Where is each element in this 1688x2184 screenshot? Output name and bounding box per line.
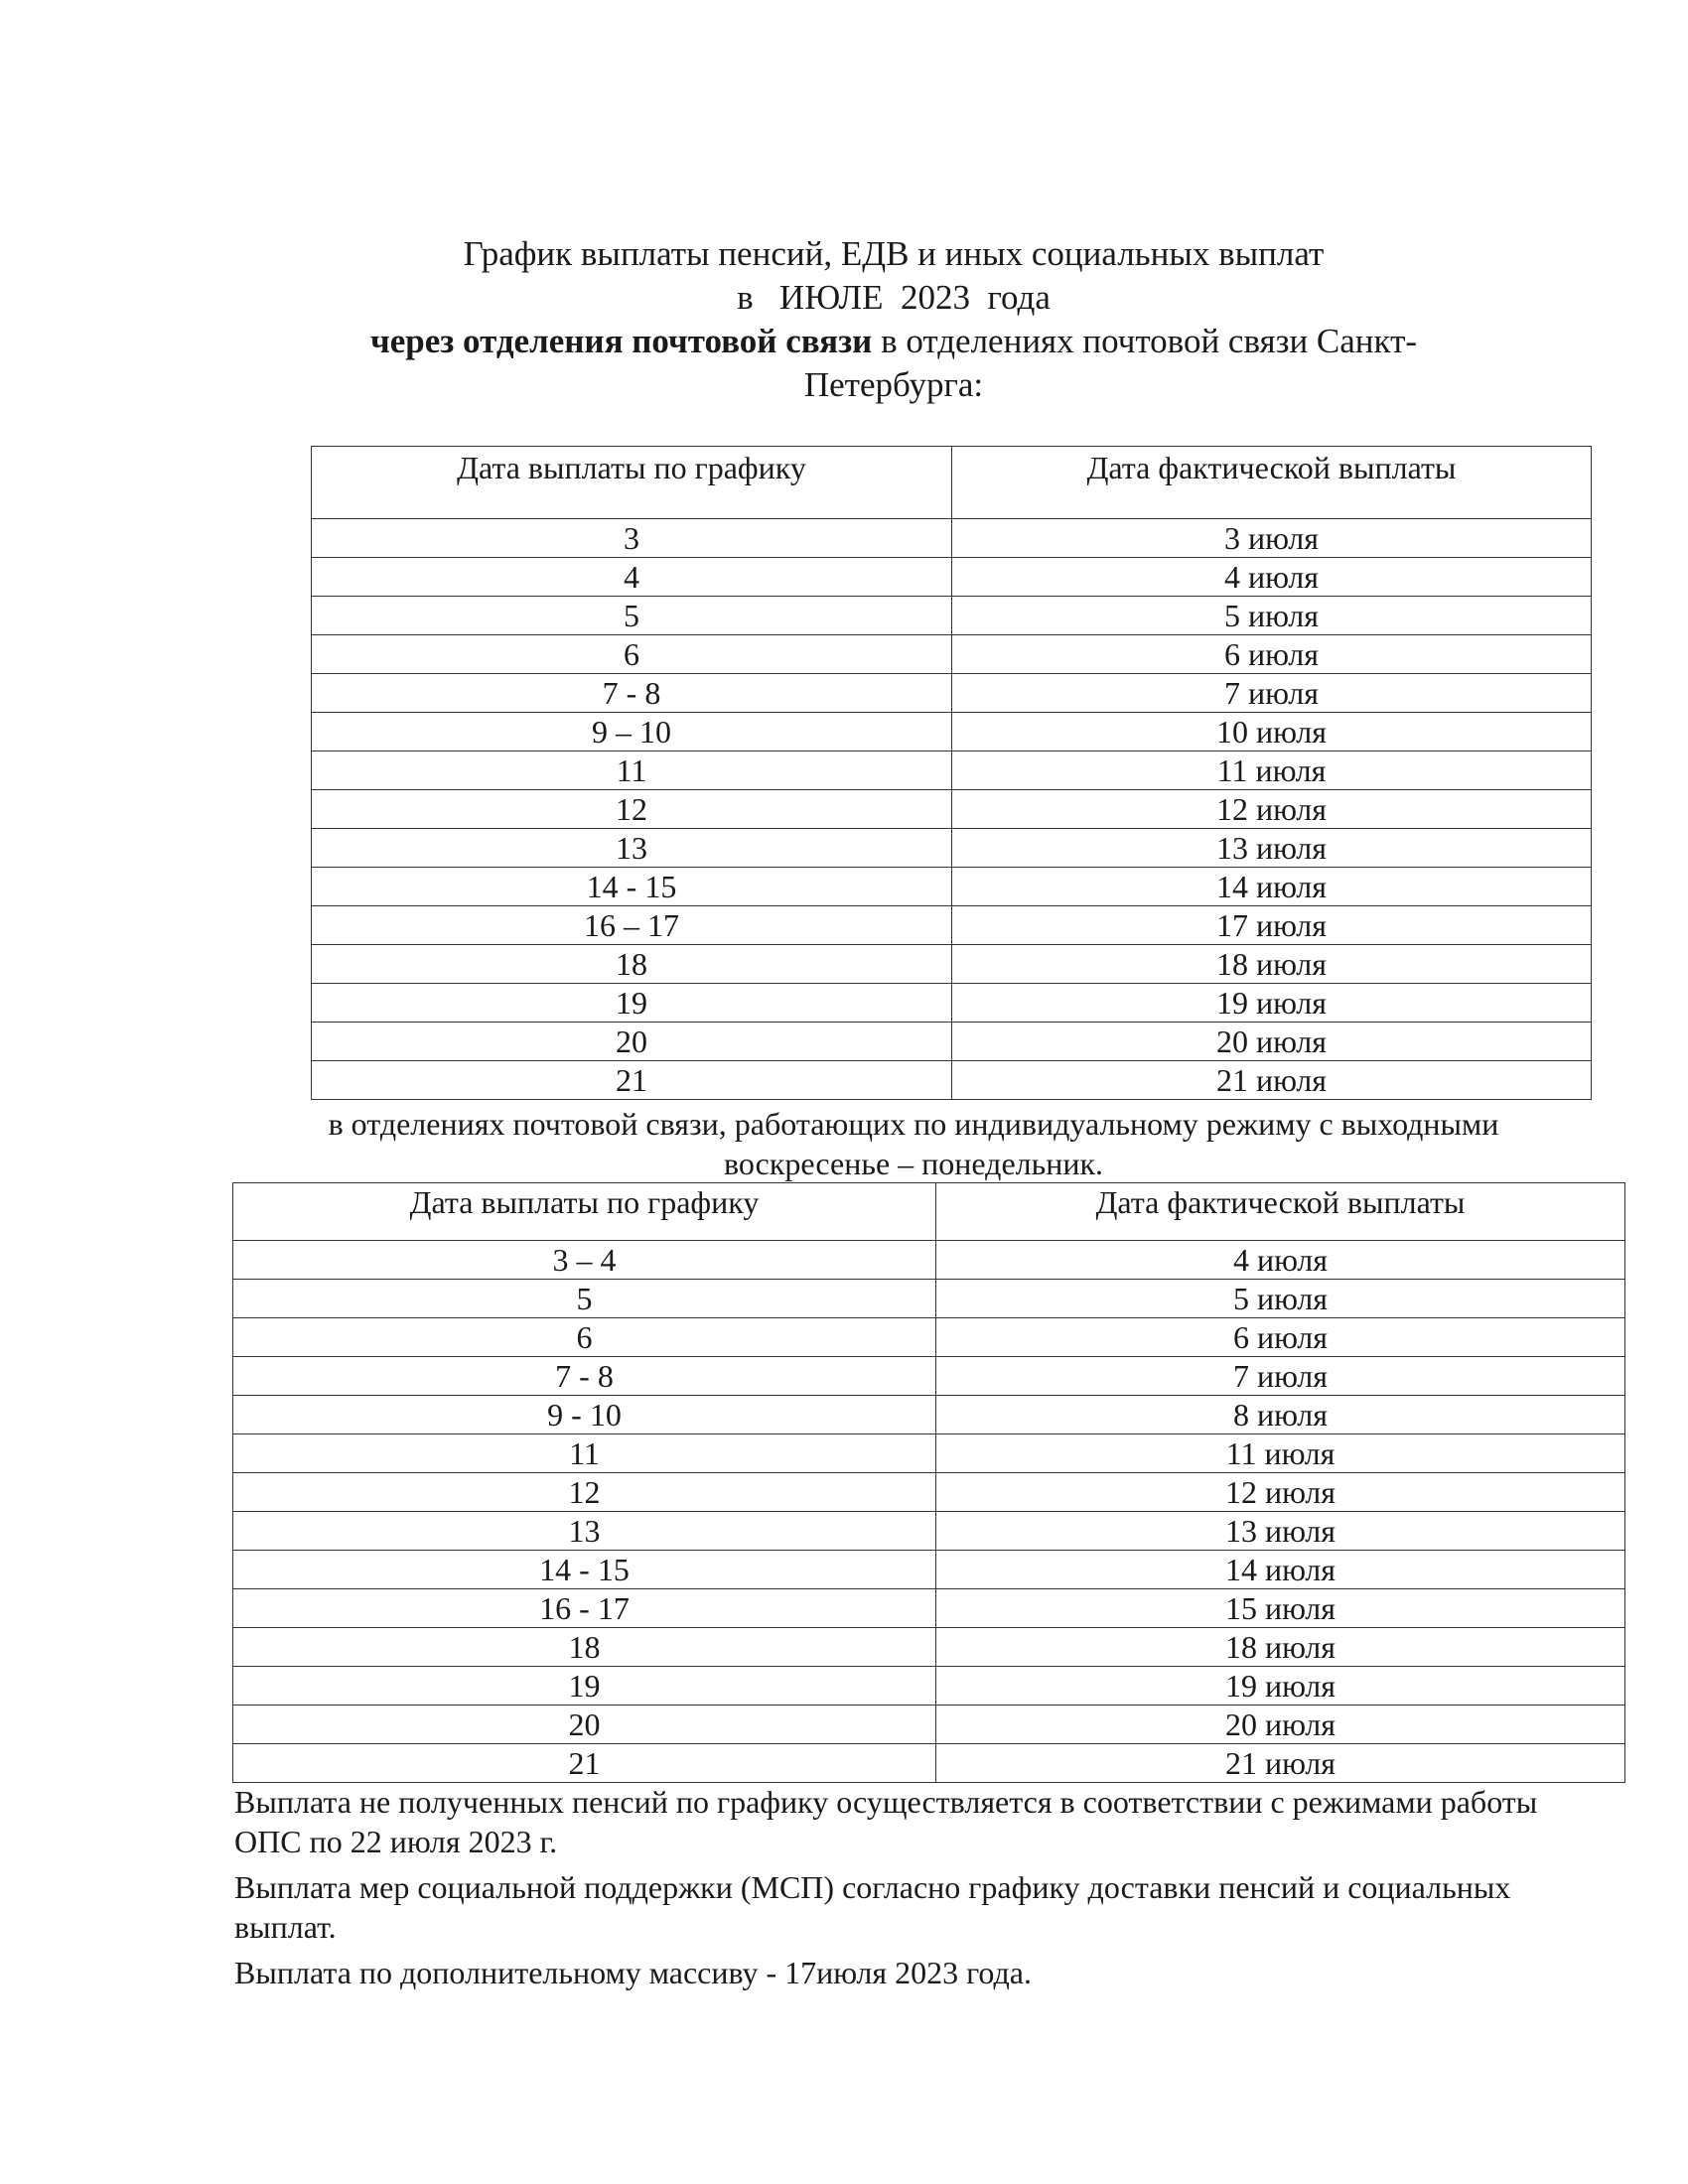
note-additional-array: Выплата по дополнительному массиву - 17июля 2023 года. <box>234 1955 1032 1990</box>
table-row <box>312 984 1592 1023</box>
column-header-actual-date: Дата фактической выплаты <box>936 1183 1625 1241</box>
scheduled-date-cell: 21 <box>312 1061 952 1100</box>
table-row <box>233 1434 1625 1473</box>
actual-date-cell: 7 июля <box>952 674 1592 713</box>
actual-date-cell: 15 июля <box>936 1589 1625 1628</box>
note-social-support: Выплата мер социальной поддержки (МСП) согласно графику доставки пенсий и социальных выплат. <box>234 1869 1511 1945</box>
table-row <box>312 790 1592 829</box>
table-row <box>233 1396 1625 1434</box>
scheduled-date-cell: 20 <box>312 1023 952 1061</box>
table-row <box>233 1667 1625 1706</box>
table-row <box>233 1357 1625 1396</box>
table-row <box>233 1589 1625 1628</box>
title-line-3 <box>298 320 1489 363</box>
scheduled-date-cell: 6 <box>233 1318 936 1357</box>
scheduled-date-cell: 7 - 8 <box>233 1357 936 1396</box>
table-row <box>312 597 1592 635</box>
title-line-4: Петербурга: <box>803 365 984 404</box>
scheduled-date-cell: 12 <box>312 790 952 829</box>
actual-date-cell: 17 июля <box>952 906 1592 945</box>
scheduled-date-cell: 19 <box>233 1667 936 1706</box>
table-row <box>233 1628 1625 1667</box>
scheduled-date-cell: 13 <box>233 1512 936 1551</box>
document-title <box>298 232 1489 407</box>
schedule-table-individual <box>232 1182 1625 1783</box>
actual-date-cell: 5 июля <box>936 1280 1625 1318</box>
actual-date-cell: 11 июля <box>936 1434 1625 1473</box>
table-row <box>312 906 1592 945</box>
actual-date-cell: 10 июля <box>952 713 1592 751</box>
actual-date-cell: 20 июля <box>936 1706 1625 1744</box>
table-header-row <box>312 447 1592 519</box>
table-row <box>233 1473 1625 1512</box>
table-row <box>312 519 1592 558</box>
scheduled-date-cell: 11 <box>312 751 952 790</box>
table-row <box>233 1706 1625 1744</box>
scheduled-date-cell: 3 <box>312 519 952 558</box>
scheduled-date-cell: 20 <box>233 1706 936 1744</box>
column-header-scheduled-date: Дата выплаты по графику <box>312 447 952 519</box>
actual-date-cell: 20 июля <box>952 1023 1592 1061</box>
scheduled-date-cell: 6 <box>312 635 952 674</box>
scheduled-date-cell: 3 – 4 <box>233 1241 936 1280</box>
table-row <box>312 1061 1592 1100</box>
schedule-table-main <box>311 446 1592 1100</box>
actual-date-cell: 12 июля <box>952 790 1592 829</box>
table-row <box>312 635 1592 674</box>
table-row <box>233 1512 1625 1551</box>
scheduled-date-cell: 16 – 17 <box>312 906 952 945</box>
individual-mode-note-line-2: воскресенье – понедельник. <box>723 1146 1104 1181</box>
actual-date-cell: 4 июля <box>952 558 1592 597</box>
table-row <box>312 868 1592 906</box>
scheduled-date-cell: 18 <box>233 1628 936 1667</box>
actual-date-cell: 12 июля <box>936 1473 1625 1512</box>
title-line-2: в ИЮЛЕ 2023 года <box>737 278 1051 317</box>
scheduled-date-cell: 9 – 10 <box>312 713 952 751</box>
table-row <box>233 1551 1625 1589</box>
title-line-3-rest: в отделениях почтовой связи Санкт- <box>872 322 1418 360</box>
actual-date-cell: 21 июля <box>952 1061 1592 1100</box>
scheduled-date-cell: 13 <box>312 829 952 868</box>
table-row <box>312 751 1592 790</box>
actual-date-cell: 3 июля <box>952 519 1592 558</box>
actual-date-cell: 18 июля <box>952 945 1592 984</box>
actual-date-cell: 13 июля <box>952 829 1592 868</box>
actual-date-cell: 5 июля <box>952 597 1592 635</box>
table-row <box>312 558 1592 597</box>
actual-date-cell: 13 июля <box>936 1512 1625 1551</box>
actual-date-cell: 19 июля <box>952 984 1592 1023</box>
table-row <box>233 1280 1625 1318</box>
scheduled-date-cell: 21 <box>233 1744 936 1783</box>
actual-date-cell: 8 июля <box>936 1396 1625 1434</box>
table-header-row <box>233 1183 1625 1241</box>
table-row <box>312 1023 1592 1061</box>
scheduled-date-cell: 14 - 15 <box>312 868 952 906</box>
table-row <box>312 674 1592 713</box>
title-line-1: График выплаты пенсий, ЕДВ и иных социальных выплат <box>463 234 1325 273</box>
table-row <box>233 1318 1625 1357</box>
actual-date-cell: 14 июля <box>952 868 1592 906</box>
scheduled-date-cell: 14 - 15 <box>233 1551 936 1589</box>
scheduled-date-cell: 4 <box>312 558 952 597</box>
individual-mode-note <box>218 1104 1609 1183</box>
title-bold-phrase: через отделения почтовой связи <box>369 322 873 360</box>
actual-date-cell: 4 июля <box>936 1241 1625 1280</box>
actual-date-cell: 14 июля <box>936 1551 1625 1589</box>
column-header-scheduled-date: Дата выплаты по графику <box>233 1183 936 1241</box>
actual-date-cell: 7 июля <box>936 1357 1625 1396</box>
table-row <box>312 829 1592 868</box>
scheduled-date-cell: 19 <box>312 984 952 1023</box>
scheduled-date-cell: 16 - 17 <box>233 1589 936 1628</box>
scheduled-date-cell: 7 - 8 <box>312 674 952 713</box>
scheduled-date-cell: 5 <box>233 1280 936 1318</box>
column-header-actual-date: Дата фактической выплаты <box>952 447 1592 519</box>
actual-date-cell: 6 июля <box>952 635 1592 674</box>
actual-date-cell: 18 июля <box>936 1628 1625 1667</box>
table-row <box>312 945 1592 984</box>
table-row <box>312 713 1592 751</box>
table-row <box>233 1744 1625 1783</box>
actual-date-cell: 19 июля <box>936 1667 1625 1706</box>
scheduled-date-cell: 18 <box>312 945 952 984</box>
scheduled-date-cell: 11 <box>233 1434 936 1473</box>
actual-date-cell: 11 июля <box>952 751 1592 790</box>
individual-mode-note-line-1: в отделениях почтовой связи, работающих по индивидуальному режиму с выходными <box>328 1106 1499 1142</box>
actual-date-cell: 21 июля <box>936 1744 1625 1783</box>
footer-notes <box>234 1782 1605 1998</box>
scheduled-date-cell: 12 <box>233 1473 936 1512</box>
table-row <box>233 1241 1625 1280</box>
scheduled-date-cell: 9 - 10 <box>233 1396 936 1434</box>
note-unreceived-pensions: Выплата не полученных пенсий по графику осуществляется в соответствии с режимами работы ОПС по 22 июля 2023 г. <box>234 1784 1538 1859</box>
scheduled-date-cell: 5 <box>312 597 952 635</box>
actual-date-cell: 6 июля <box>936 1318 1625 1357</box>
